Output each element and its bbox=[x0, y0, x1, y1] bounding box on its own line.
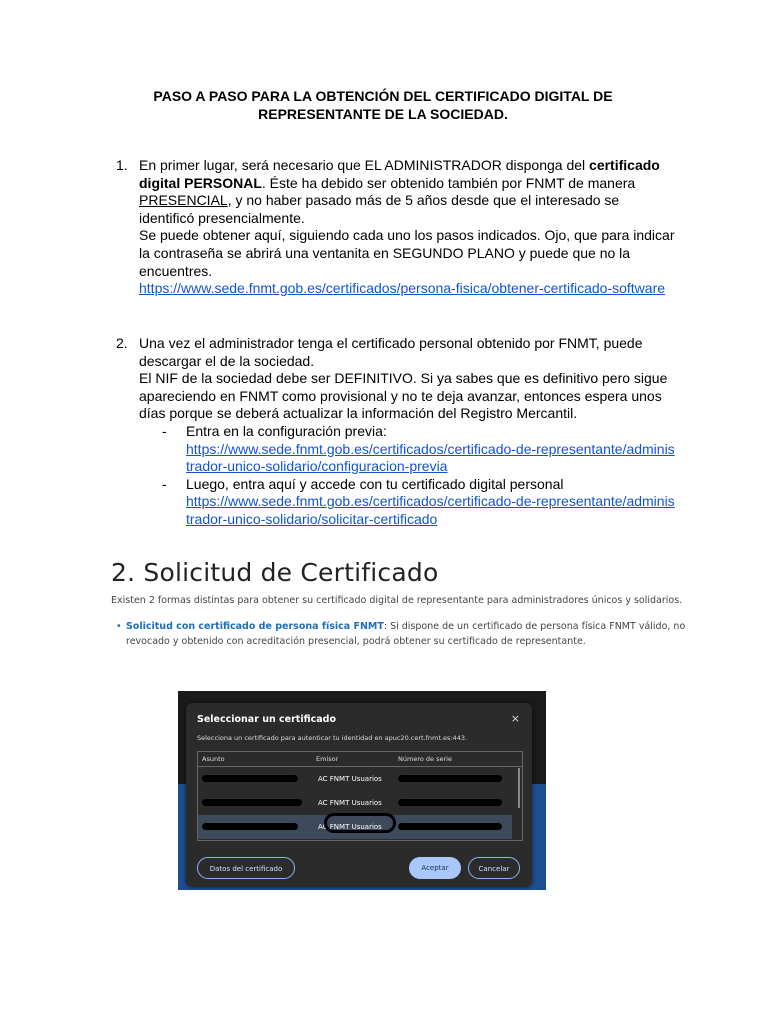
sub-2-link[interactable]: https://www.sede.fnmt.gob.es/certificados/certificado-de-representante/administrador-unico-solidario/solicitar-certificado bbox=[186, 493, 675, 527]
screenshot-heading: 2. Solicitud de Certificado bbox=[111, 558, 439, 587]
row-emisor: AC FNMT Usuarios bbox=[318, 775, 382, 783]
dialog-subtitle: Selecciona un certificado para autenticar tu identidad en apuc20.cert.fnmt.es:443. bbox=[197, 734, 468, 742]
bullet-link[interactable]: Solicitud con certificado de persona física FNMT bbox=[126, 621, 384, 632]
step-1-number: 1. bbox=[116, 157, 128, 173]
step-1-body bbox=[139, 157, 676, 298]
step-1-text-3: , y no haber pasado más de 5 años desde que el interesado se identificó presencialmente. bbox=[139, 192, 620, 226]
close-icon[interactable]: × bbox=[510, 712, 520, 725]
scrollbar[interactable] bbox=[518, 768, 520, 808]
title-line-1: PASO A PASO PARA LA OBTENCIÓN DEL CERTIFICADO DIGITAL DE bbox=[153, 88, 613, 104]
step-1-text: En primer lugar, será necesario que EL ADMINISTRADOR disponga del bbox=[139, 157, 590, 173]
step-2 bbox=[116, 335, 676, 529]
step-1-link[interactable]: https://www.sede.fnmt.gob.es/certificados/persona-fisica/obtener-certificado-software bbox=[139, 280, 666, 297]
select-certificate-dialog bbox=[186, 703, 532, 887]
step-2-body bbox=[139, 335, 676, 529]
certificate-table bbox=[197, 751, 523, 841]
table-row[interactable] bbox=[198, 791, 512, 815]
dialog-title: Seleccionar un certificado bbox=[197, 714, 336, 725]
step-2-sub-2 bbox=[162, 475, 676, 529]
redacted-serial bbox=[398, 823, 502, 830]
redacted-subject bbox=[202, 775, 298, 782]
step-1-text-4: Se puede obtener aquí, siguiendo cada uno los pasos indicados. Ojo, que para indicar la contraseña se abrirá una ventanita en SEGUNDO PLANO y puede que no la encuentres. bbox=[139, 227, 675, 279]
redacted-serial bbox=[398, 799, 502, 806]
row-emisor: AC FNMT Usuarios bbox=[318, 799, 382, 807]
dash: - bbox=[162, 475, 167, 492]
bullet-text: : Si dispone de un certificado de persona física FNMT válido, no revocado y obtenido con acreditación presencial, podrá obtener su certificado de representante. bbox=[126, 621, 686, 647]
step-1-bold: certificado digital PERSONAL bbox=[139, 157, 660, 191]
step-2-sub-1 bbox=[162, 422, 676, 476]
col-serie: Número de serie bbox=[398, 755, 452, 763]
table-row[interactable] bbox=[198, 767, 512, 791]
sub-2-text: Luego, entra aquí y accede con tu certificado digital personal bbox=[186, 475, 564, 492]
col-emisor: Emisor bbox=[316, 755, 339, 763]
table-header bbox=[198, 752, 522, 767]
step-2-text: Una vez el administrador tenga el certificado personal obtenido por FNMT, puede descargar el de la sociedad. bbox=[139, 335, 643, 369]
dash: - bbox=[162, 422, 167, 439]
step-1-text-2: . Éste ha debido ser obtenido también por FNMT de manera bbox=[261, 174, 636, 191]
step-2-number: 2. bbox=[116, 335, 128, 351]
screenshot-bullet bbox=[116, 619, 686, 649]
cancel-button[interactable]: Cancelar bbox=[468, 857, 520, 879]
highlight-circle bbox=[324, 813, 396, 833]
redacted-subject bbox=[202, 799, 302, 806]
accept-button[interactable]: Aceptar bbox=[409, 857, 461, 879]
screenshot-description: Existen 2 formas distintas para obtener su certificado digital de representante para administradores únicos y solidarios. bbox=[111, 595, 683, 606]
sub-1-link[interactable]: https://www.sede.fnmt.gob.es/certificados/certificado-de-representante/administrador-unico-solidario/configuracion-previa bbox=[186, 440, 675, 475]
step-1 bbox=[116, 157, 676, 298]
sub-1-text: Entra en la configuración previa: bbox=[186, 422, 387, 439]
title-line-2: REPRESENTANTE DE LA SOCIEDAD. bbox=[258, 106, 508, 122]
col-asunto: Asunto bbox=[202, 755, 225, 763]
redacted-serial bbox=[398, 775, 502, 782]
row-emisor: AC FNMT Usuarios bbox=[318, 823, 382, 831]
bullet-dot-icon: • bbox=[116, 621, 122, 632]
redacted-subject bbox=[202, 823, 298, 830]
step-1-underlined: PRESENCIAL bbox=[139, 192, 228, 209]
step-2-text-2: El NIF de la sociedad debe ser DEFINITIVO. Si ya sabes que es definitivo pero sigue apareciendo en FNMT como provisional y no te deja avanzar, entonces espera unos días porque se deberá actualizar la información del Registro Mercantil. bbox=[139, 370, 668, 422]
certificate-details-button[interactable]: Datos del certificado bbox=[197, 857, 295, 879]
document-title bbox=[110, 87, 656, 123]
